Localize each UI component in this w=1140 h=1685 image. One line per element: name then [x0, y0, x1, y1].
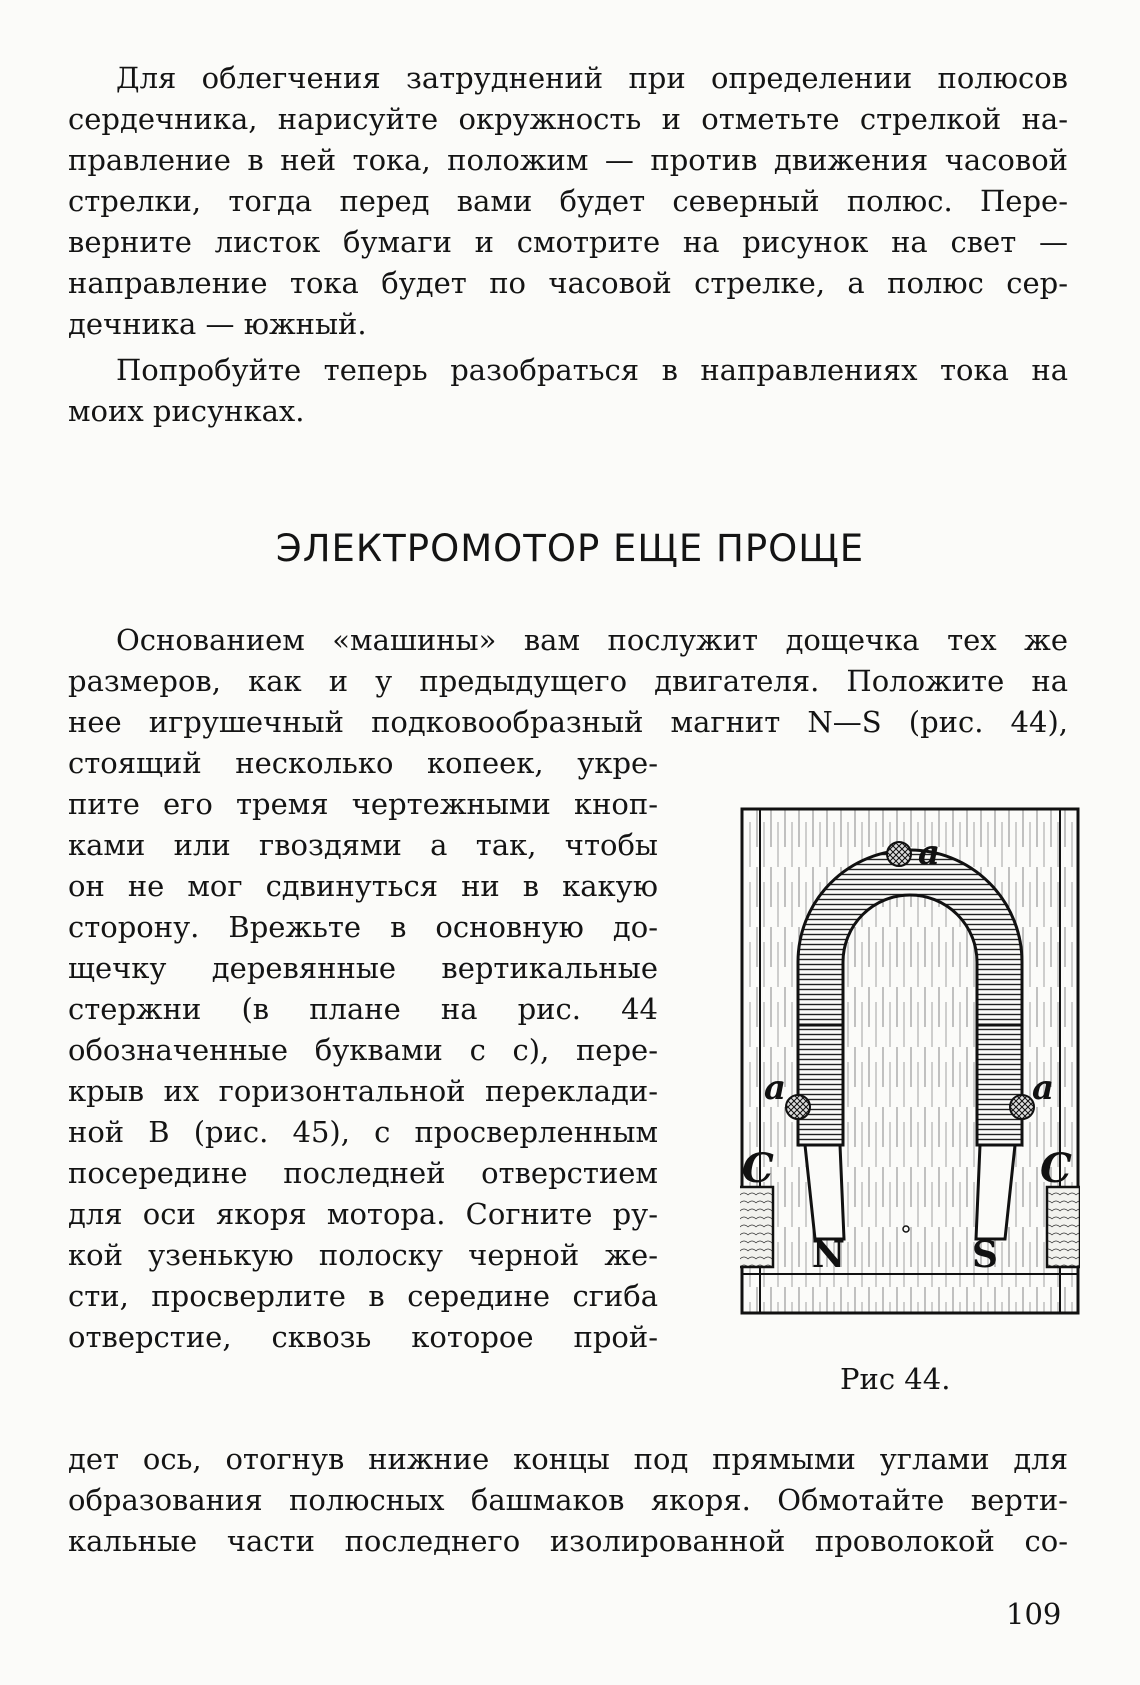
page-number: 109 — [1006, 1597, 1062, 1631]
figure-caption: Рис 44. — [840, 1362, 951, 1396]
text-line: Основанием «машины» вам послужит дощечка тех же — [116, 623, 1068, 657]
post-left — [740, 1187, 773, 1267]
text-line: стоящий несколько копеек, укре- — [68, 746, 658, 780]
label-c-left: C — [742, 1145, 774, 1192]
text-line: размеров, как и у предыдущего двигателя. Положите на — [68, 664, 1068, 698]
post-right — [1047, 1187, 1080, 1267]
text-line: стержни (в плане на рис. 44 — [68, 992, 658, 1026]
text-line: для оси якоря мотора. Согните ру- — [68, 1197, 658, 1231]
text-line: ками или гвоздями a так, чтобы — [68, 828, 658, 862]
label-c-right: C — [1040, 1145, 1072, 1192]
text-line: Для облегчения затруднений при определении полюсов — [116, 61, 1068, 95]
text-line: он не мог сдвинуться ни в какую — [68, 869, 658, 903]
text-line: правление в ней тока, положим — против движения часовой — [68, 143, 1068, 177]
text-line: отверстие, сквозь которое прой- — [68, 1320, 658, 1354]
text-line: образования полюсных башмаков якоря. Обмотайте верти- — [68, 1483, 1068, 1517]
text-line: сти, просверлите в середине сгиба — [68, 1279, 658, 1313]
text-line: щечку деревянные вертикальные — [68, 951, 658, 985]
label-south: S — [972, 1234, 998, 1276]
text-line: сердечника, нарисуйте окружность и отметьте стрелкой на- — [68, 102, 1068, 136]
text-line: кой узенькую полоску черной же- — [68, 1238, 658, 1272]
nail-icon — [887, 842, 911, 866]
nail-icon — [1010, 1095, 1034, 1119]
section-heading: ЭЛЕКТРОМОТОР ЕЩЕ ПРОЩЕ — [275, 527, 865, 570]
text-line: обозначенные буквами c c), пере- — [68, 1033, 658, 1067]
text-line: верните листок бумаги и смотрите на рисунок на свет — — [68, 225, 1068, 259]
label-a-left: a — [764, 1068, 787, 1108]
text-line: сторону. Врежьте в основную до- — [68, 910, 658, 944]
text-line: моих рисунках. — [68, 394, 305, 428]
text-line: Попробуйте теперь разобраться в направлениях тока на — [116, 353, 1068, 387]
text-line: дечника — южный. — [68, 307, 367, 341]
nail-icon — [786, 1095, 810, 1119]
text-line: стрелки, тогда перед вами будет северный полюс. Пере- — [68, 184, 1068, 218]
magnet-right-coil — [977, 1025, 1022, 1145]
text-line: дет ось, отогнув нижние концы под прямыми углами для — [68, 1442, 1068, 1476]
label-north: N — [812, 1234, 845, 1276]
text-line: нее игрушечный подковообразный магнит N—S (рис. 44), — [68, 705, 1068, 739]
text-line: кальные части последнего изолированной проволокой со- — [68, 1524, 1068, 1558]
text-line: ной B (рис. 45), с просверленным — [68, 1115, 658, 1149]
text-line: крыв их горизонтальной переклади- — [68, 1074, 658, 1108]
label-a-top: a — [918, 833, 941, 873]
text-line: пите его тремя чертежными кноп- — [68, 787, 658, 821]
label-a-right: a — [1032, 1068, 1055, 1108]
horseshoe-magnet-figure — [740, 807, 1080, 1317]
text-line: направление тока будет по часовой стрелке, а полюс сер- — [68, 266, 1068, 300]
text-line: посередине последней отверстием — [68, 1156, 658, 1190]
magnet-left-coil — [798, 1025, 843, 1145]
